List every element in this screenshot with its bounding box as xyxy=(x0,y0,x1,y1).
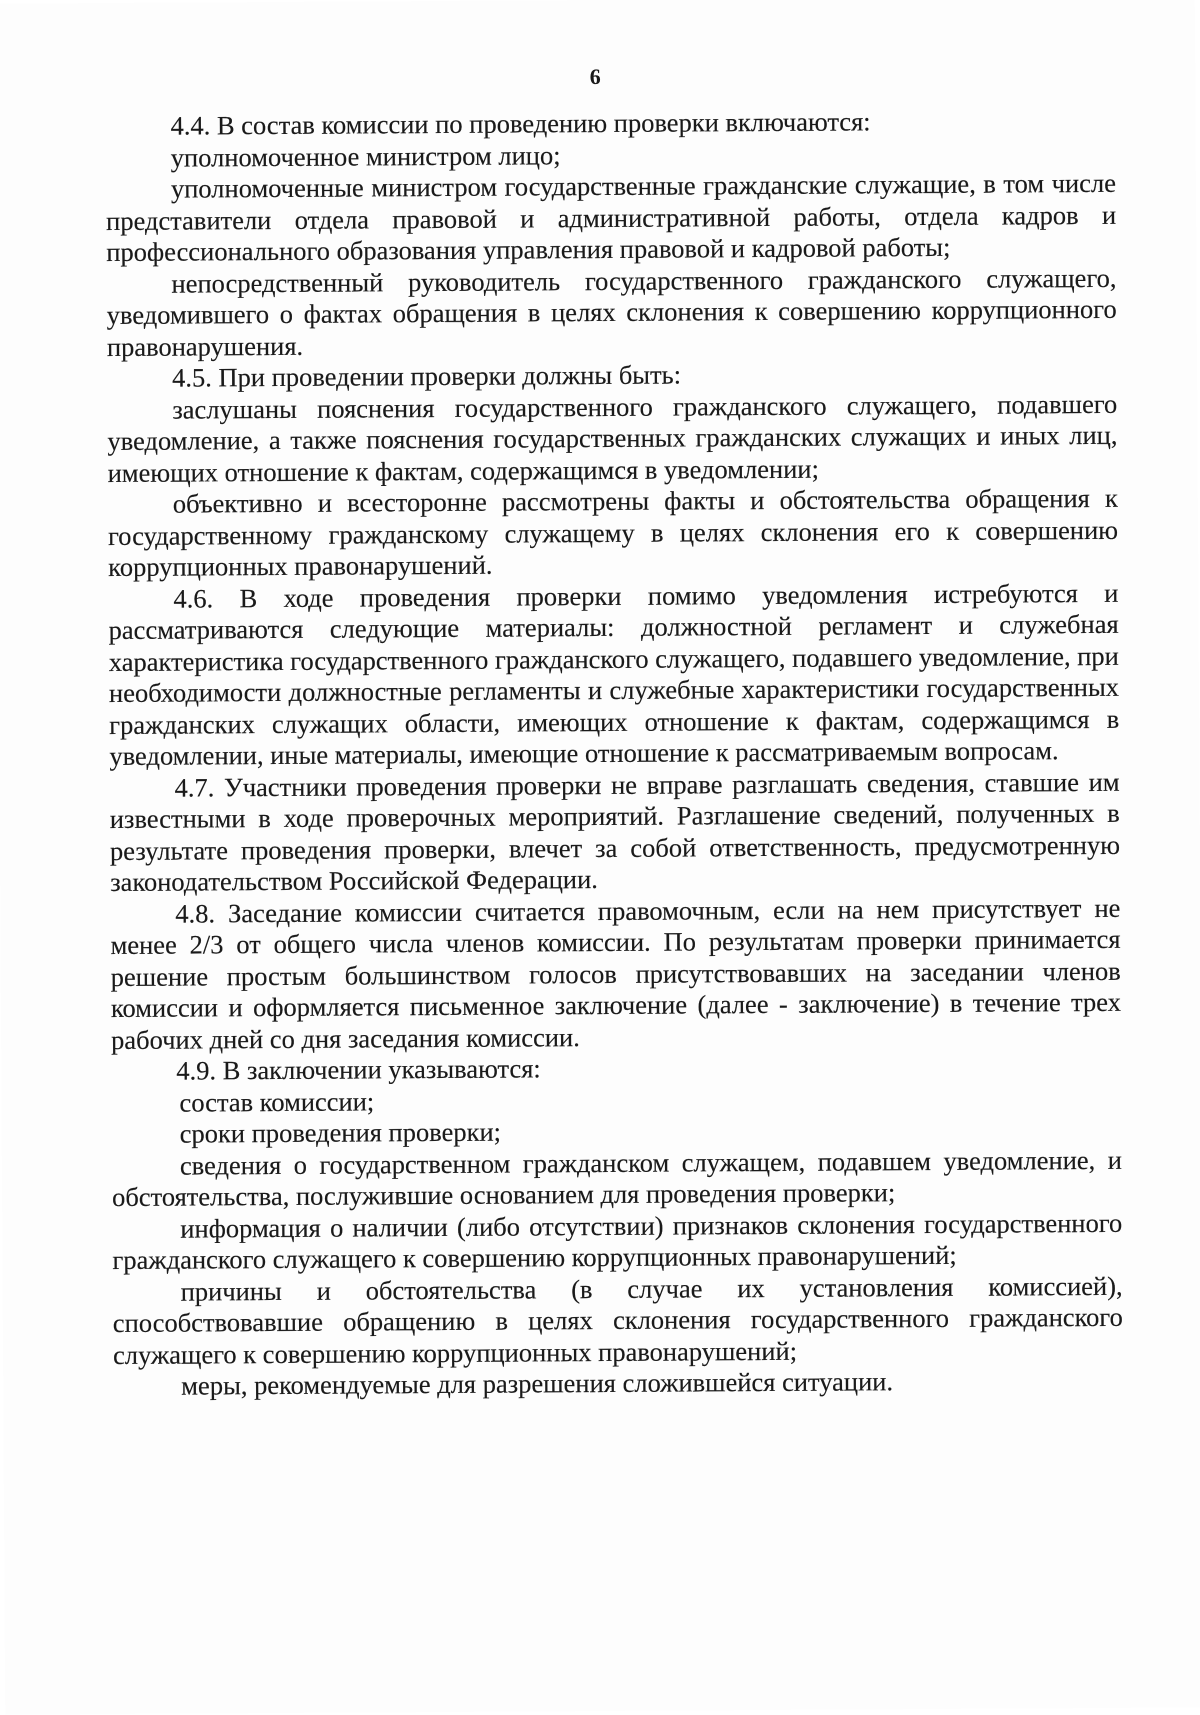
paragraph-4-8: 4.8. Заседание комиссии считается правомочным, если на нем присутствует не менее 2/3 от общего числа членов комиссии. По результатам проверки принимается решение простым большинством голосов присутствовавших на заседании членов комиссии и оформляется письменное заключение (далее - заключение) в течение трех рабочих дней со дня заседания комиссии. xyxy=(110,892,1121,1055)
list-item-direct-supervisor: непосредственный руководитель государственного гражданского служащего, уведомившего о фактах обращения в целях склонения к совершению коррупционного правонарушения. xyxy=(106,262,1117,362)
list-item-authorized-person: уполномоченное министром лицо; xyxy=(170,139,561,173)
page-number: 6 xyxy=(589,63,601,90)
list-item-servant-info: сведения о государственном гражданском служащем, подавшем уведомление, и обстоятельства, послужившие основанием для проведения проверки; xyxy=(111,1144,1122,1212)
list-item-commission-composition: состав комиссии; xyxy=(179,1085,375,1118)
paragraph-4-5: 4.5. При проведении проверки должны быть: xyxy=(171,359,682,393)
list-item-signs-info: информация о наличии (либо отсутствии) признаков склонения государственного гражданского служащего к совершению коррупционных правонарушений; xyxy=(112,1207,1123,1275)
list-item-authorized-servants: уполномоченные министром государственные гражданские служащие, в том числе представители отдела правовой и административной работы, отдела кадров и профессионального образования управления правовой и кадровой работы; xyxy=(106,167,1117,268)
list-item-facts-reviewed: объективно и всесторонне рассмотрены факты и обстоятельства обращения к государственному гражданскому служащему в целях склонения его к совершению коррупционных правонарушений. xyxy=(107,482,1119,582)
list-item-review-dates: сроки проведения проверки; xyxy=(179,1116,502,1149)
list-item-causes: причины и обстоятельства (в случае их установления комиссией), способствовавшие обращению в целях склонения государственного гражданского служащего к совершению коррупционных правонарушений; xyxy=(112,1270,1123,1370)
list-item-explanations-heard: заслушаны пояснения государственного гражданского служащего, подавшего уведомление, а также пояснения государственных гражданских служащих и иных лиц, имеющих отношение к фактам, содержащимся в уведомлении; xyxy=(107,388,1118,488)
paragraph-4-9: 4.9. В заключении указываются: xyxy=(176,1053,541,1086)
paragraph-4-4: 4.4. В состав комиссии по проведению проверки включаются: xyxy=(170,106,871,141)
document-body xyxy=(105,105,1123,1403)
paragraph-4-7: 4.7. Участники проведения проверки не вправе разглашать сведения, ставшие им известными в ходе проверочных мероприятий. Разглашение сведений, полученных в результате проведения проверки, влечет за собой ответственность, предусмотренную законодательством Российской Федерации. xyxy=(109,766,1121,897)
list-item-recommended-measures: меры, рекомендуемые для разрешения сложившейся ситуации. xyxy=(181,1366,894,1401)
paragraph-4-6: 4.6. В ходе проведения проверки помимо уведомления истребуются и рассматриваются следующие материалы: должностной регламент и служебная характеристика государственного гражданского служащего, подавшего уведомление, при необходимости должностные регламенты и служебные характеристики государственных гражданских служащих области, имеющих отношение к фактам, содержащимся в уведомлении, иные материалы, имеющие отношение к рассматриваемым вопросам. xyxy=(108,577,1120,771)
